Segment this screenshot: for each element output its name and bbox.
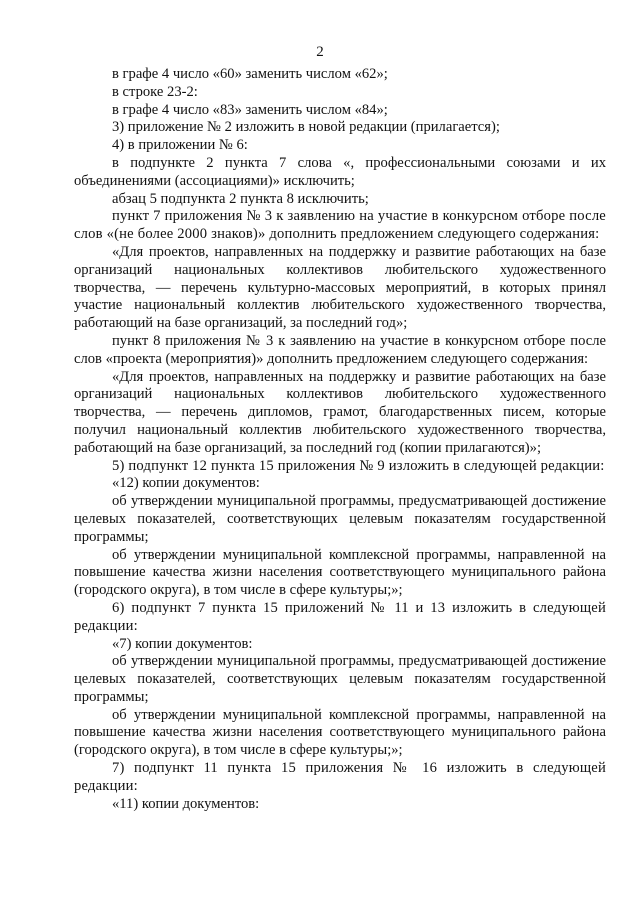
document-body bbox=[74, 66, 606, 813]
paragraph-11: «Для проектов, направленных на поддержку и развитие работающих на базе организаций национальных коллективов любительского художественного творчества, — перечень дипломов, грамот, благодарственных писем, которые получил национальный коллектив любительского художественного творчества, работающий на базе организаций, за последний год (копии прилагаются)»; bbox=[74, 368, 606, 456]
paragraph-20: 7) подпункт 11 пункта 15 приложения № 16 изложить в следующей редакции: bbox=[74, 760, 606, 794]
paragraph-16: 6) подпункт 7 пункта 15 приложений № 11 и 13 изложить в следующей редакции: bbox=[74, 599, 606, 634]
paragraph-10: пункт 8 приложения № 3 к заявлению на участие в конкурсном отборе после слов «проекта (мероприятия)» дополнить предложением следующего содержания: bbox=[74, 332, 606, 367]
paragraph-21: «11) копии документов: bbox=[112, 795, 260, 812]
paragraph-1: в графе 4 число «60» заменить числом «62»; bbox=[112, 66, 388, 82]
paragraph-12: 5) подпункт 12 пункта 15 приложения № 9 изложить в следующей редакции: bbox=[112, 457, 605, 474]
paragraph-3: в графе 4 число «83» заменить числом «84»; bbox=[112, 101, 388, 118]
paragraph-4: 3) приложение № 2 изложить в новой редакции (прилагается); bbox=[112, 119, 500, 136]
paragraph-5: 4) в приложении № 6: bbox=[112, 137, 248, 154]
paragraph-15: об утверждении муниципальной комплексной программы, направленной на повышение качества жизни населения соответствующего муниципального района (городского округа), в том числе в сфере культуры;»; bbox=[74, 546, 606, 599]
paragraph-18: об утверждении муниципальной программы, предусматривающей достижение целевых показателей, соответствующих целевым показателям государственной программы; bbox=[74, 653, 606, 705]
paragraph-2: в строке 23-2: bbox=[112, 83, 198, 100]
paragraph-14: об утверждении муниципальной программы, предусматривающей достижение целевых показателей, соответствующих целевым показателям государственной программы; bbox=[74, 493, 606, 545]
paragraph-9: «Для проектов, направленных на поддержку и развитие работающих на базе организаций национальных коллективов любительского художественного творчества, — перечень культурно-массовых мероприятий, в которых принял участие национальный коллектив любительского художественного творчества, работающий на базе организаций, за последний год»; bbox=[74, 243, 606, 332]
paragraph-17: «7) копии документов: bbox=[112, 635, 253, 652]
paragraph-13: «12) копии документов: bbox=[112, 475, 260, 492]
paragraph-8: пункт 7 приложения № 3 к заявлению на участие в конкурсном отборе после слов «(не более 2000 знаков)» дополнить предложением следующего содержания: bbox=[74, 208, 606, 243]
paragraph-6: в подпункте 2 пункта 7 слова «, профессиональными союзами и их объединениями (ассоциациями)» исключить; bbox=[74, 154, 606, 189]
paragraph-19: об утверждении муниципальной комплексной программы, направленной на повышение качества жизни населения соответствующего муниципального района (городского округа), в том числе в сфере культуры;»; bbox=[74, 706, 606, 759]
page-number: 2 bbox=[316, 44, 324, 60]
paragraph-7: абзац 5 подпункта 2 пункта 8 исключить; bbox=[112, 190, 369, 207]
